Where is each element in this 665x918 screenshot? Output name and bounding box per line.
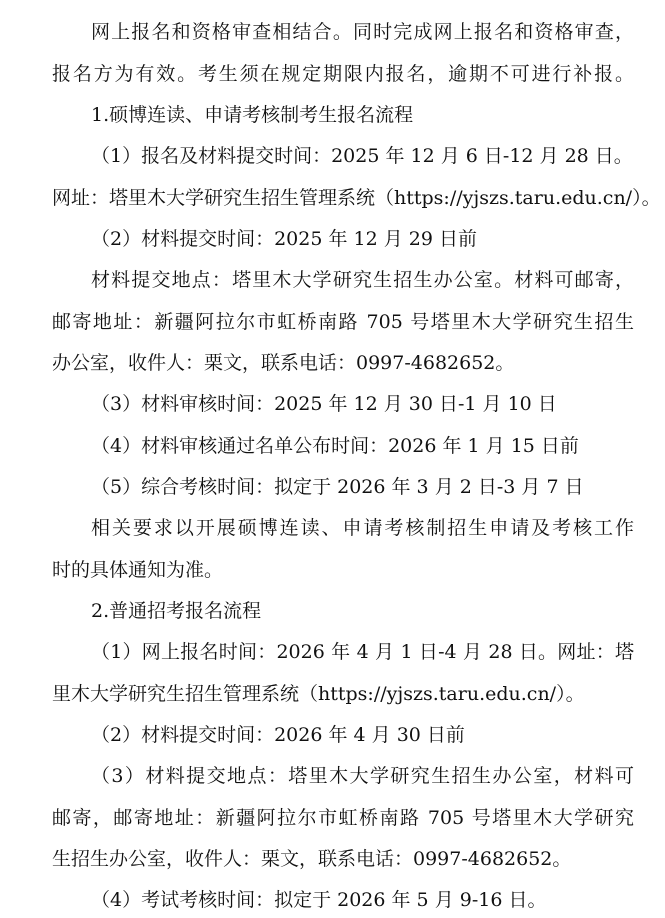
body-line: （3）材料提交地点：塔里木大学研究生招生办公室，材料可 (91, 765, 634, 787)
body-line: （3）材料审核时间：2025 年 12 月 30 日-1 月 10 日 (91, 393, 557, 415)
body-line: （2）材料提交时间：2025 年 12 月 29 日前 (91, 228, 477, 250)
body-line: 材料提交地点：塔里木大学研究生招生办公室。材料可邮寄， (91, 269, 634, 291)
body-line: 邮寄，邮寄地址：新疆阿拉尔市虹桥南路 705 号塔里木大学研究 (52, 807, 634, 829)
body-line: （5）综合考核时间：拟定于 2026 年 3 月 2 日-3 月 7 日 (91, 476, 584, 498)
body-line: （4）考试考核时间：拟定于 2026 年 5 月 9-16 日。 (91, 889, 547, 911)
body-line: 时的具体通知为准。 (52, 559, 224, 581)
body-line: 里木大学研究生招生管理系统（https://yjszs.taru.edu.cn/）。 (52, 683, 585, 705)
section-heading: 2.普通招考报名流程 (91, 600, 262, 622)
body-line: 网上报名和资格审查相结合。同时完成网上报名和资格审查， (91, 21, 634, 43)
body-line: 生招生办公室，收件人：栗文，联系电话：0997-4682652。 (52, 848, 572, 870)
body-line: 办公室，收件人：栗文，联系电话：0997-4682652。 (52, 352, 515, 374)
body-line: （4）材料审核通过名单公布时间：2026 年 1 月 15 日前 (91, 435, 579, 457)
section-heading: 1.硕博连读、申请考核制考生报名流程 (91, 104, 414, 126)
body-line: 相关要求以开展硕博连读、申请考核制招生申请及考核工作 (91, 517, 634, 539)
body-line: （2）材料提交时间：2026 年 4 月 30 日前 (91, 724, 465, 746)
body-line: 邮寄地址：新疆阿拉尔市虹桥南路 705 号塔里木大学研究生招生 (52, 311, 634, 333)
body-line: （1）网上报名时间：2026 年 4 月 1 日-4 月 28 日。网址：塔 (91, 641, 634, 663)
body-line: 网址：塔里木大学研究生招生管理系统（https://yjszs.taru.edu.cn/）。 (52, 187, 661, 209)
body-line: 报名方为有效。考生须在规定期限内报名，逾期不可进行补报。 (52, 63, 634, 85)
body-line: （1）报名及材料提交时间：2025 年 12 月 6 日-12 月 28 日。 (91, 145, 633, 167)
